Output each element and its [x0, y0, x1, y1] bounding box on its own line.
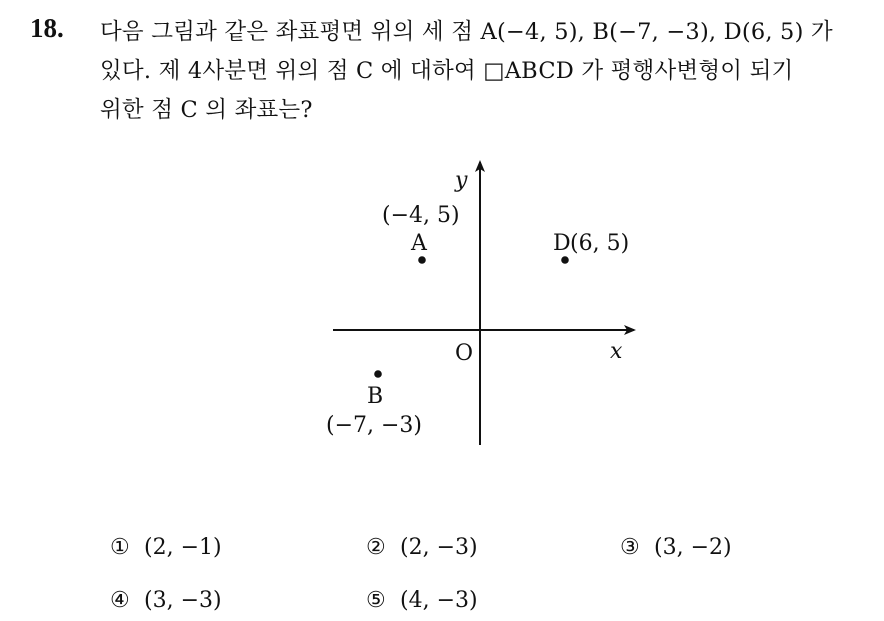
choice-text: (2, −3) — [400, 535, 478, 560]
point-a-label: A — [411, 231, 427, 256]
choice-marker: ⑤ — [366, 588, 386, 613]
answer-choice-3[interactable] — [620, 535, 732, 560]
point-b-coord: (−7, −3) — [326, 413, 423, 438]
question-text-line-3: 위한 점 C 의 좌표는? — [100, 97, 313, 123]
choice-text: (3, −2) — [654, 535, 732, 560]
origin-label: O — [455, 341, 474, 366]
choice-text: (3, −3) — [144, 588, 222, 613]
point-a-dot — [418, 256, 426, 264]
point-d-coord: (6, 5) — [570, 231, 630, 256]
choice-marker: ② — [366, 535, 386, 560]
choice-marker: ① — [110, 535, 130, 560]
question-number: 18. — [30, 13, 64, 43]
point-a-coord: (−4, 5) — [382, 203, 460, 228]
question-text-line-1: 다음 그림과 같은 좌표평면 위의 세 점 A(−4, 5), B(−7, −3), D(6, 5) 가 — [100, 19, 833, 45]
choice-marker: ④ — [110, 588, 130, 613]
answer-choice-5[interactable] — [366, 588, 478, 613]
question-text-line-2: 있다. 제 4사분면 위의 점 C 에 대하여 □ABCD 가 평행사변형이 되기 — [100, 58, 794, 84]
choice-text: (4, −3) — [400, 588, 478, 613]
x-axis-label: x — [610, 339, 623, 364]
choice-marker: ③ — [620, 535, 640, 560]
point-b-dot — [374, 370, 382, 378]
answer-choice-1[interactable] — [110, 535, 222, 560]
point-d-dot — [561, 256, 569, 264]
answer-choice-2[interactable] — [366, 535, 478, 560]
y-axis-label: y — [455, 168, 468, 193]
answer-choice-4[interactable] — [110, 588, 222, 613]
choice-text: (2, −1) — [144, 535, 222, 560]
point-b-label: B — [367, 384, 384, 409]
point-d-label: D — [553, 231, 571, 256]
